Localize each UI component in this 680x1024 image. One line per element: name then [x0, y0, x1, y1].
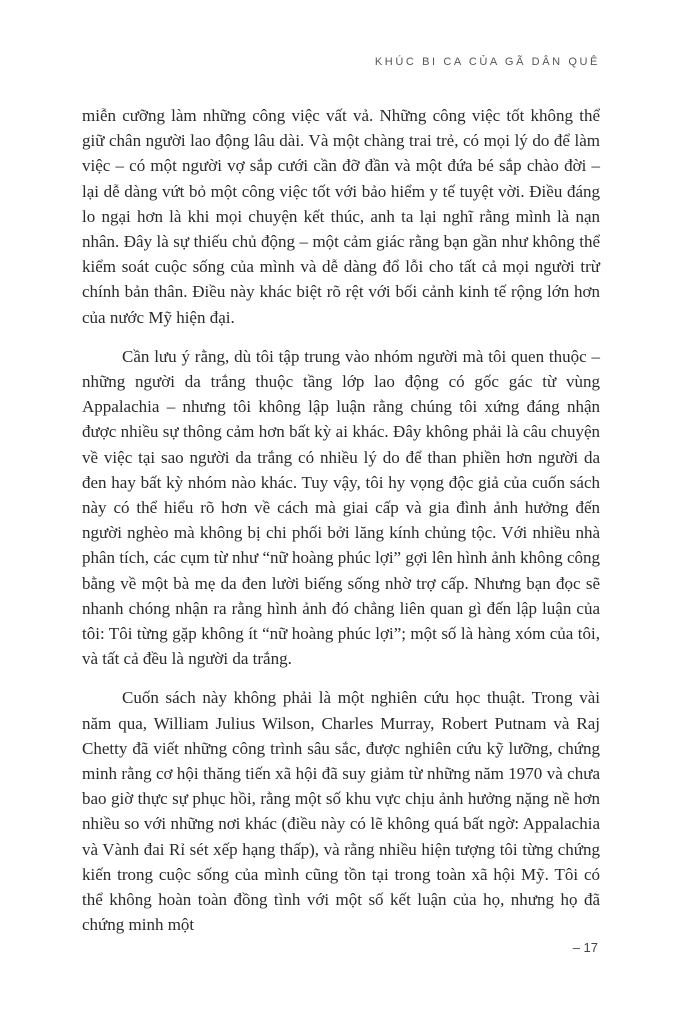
page-number: – 17 — [572, 940, 598, 955]
paragraph-1: miễn cưỡng làm những công việc vất vả. Những công việc tốt không thể giữ chân người lao động lâu dài. Và một chàng trai trẻ, có mọi lý do để làm việc – có một người vợ sắp cưới cần đỡ đần và một đứa bé sắp chào đời – lại dễ dàng vứt bỏ một công việc tốt với bảo hiểm y tế tuyệt vời. Điều đáng lo ngại hơn là khi mọi chuyện kết thúc, anh ta lại nghĩ rằng mình là nạn nhân. Đây là sự thiếu chủ động – một cảm giác rằng bạn gần như không thể kiểm soát cuộc sống của mình và dễ dàng đổ lỗi cho tất cả mọi người trừ chính bản thân. Điều này khác biệt rõ rệt với bối cảnh kinh tế rộng lớn hơn của nước Mỹ hiện đại. — [82, 106, 600, 327]
running-header: KHÚC BI CA CỦA GÃ DÂN QUÊ — [374, 56, 600, 68]
paragraph-2: Cần lưu ý rằng, dù tôi tập trung vào nhóm người mà tôi quen thuộc – những người da trắng thuộc tầng lớp lao động có gốc gác từ vùng Appalachia – nhưng tôi không lập luận rằng chúng tôi xứng đáng nhận được nhiều sự thông cảm hơn bất kỳ ai khác. Đây không phải là câu chuyện về việc tại sao người da trắng có nhiều lý do để than phiền hơn người da đen hay bất kỳ nhóm nào khác. Tuy vậy, tôi hy vọng độc giả của cuốn sách này có thể hiểu rõ hơn về cách mà giai cấp và gia đình ảnh hưởng đến người nghèo mà không bị chi phối bởi lăng kính chủng tộc. Với nhiều nhà phân tích, các cụm từ như “nữ hoàng phúc lợi” gợi lên hình ảnh không công bằng về một bà mẹ da đen lười biếng sống nhờ trợ cấp. Nhưng bạn đọc sẽ nhanh chóng nhận ra rằng hình ảnh đó chẳng liên quan gì đến lập luận của tôi: Tôi từng gặp không ít “nữ hoàng phúc lợi”; một số là hàng xóm của tôi, và tất cả đều là người da trắng. — [82, 346, 600, 669]
text-body — [82, 103, 600, 952]
paragraph-3: Cuốn sách này không phải là một nghiên cứu học thuật. Trong vài năm qua, William Julius Wilson, Charles Murray, Robert Putnam và Raj Chetty đã viết những công trình sâu sắc, được nghiên cứu kỹ lưỡng, chứng minh rằng cơ hội thăng tiến xã hội đã suy giảm từ những năm 1970 và chưa bao giờ thực sự phục hồi, rằng một số khu vực chịu ảnh hưởng nặng nề hơn nhiều so với những nơi khác (điều này có lẽ không quá bất ngờ: Appalachia và Vành đai Rỉ sét xếp hạng thấp), và rằng nhiều hiện tượng tôi từng chứng kiến trong cuộc sống của mình cũng tồn tại trong toàn xã hội Mỹ. Tôi có thể không hoàn toàn đồng tình với một số kết luận của họ, nhưng họ đã chứng minh một — [82, 688, 600, 935]
